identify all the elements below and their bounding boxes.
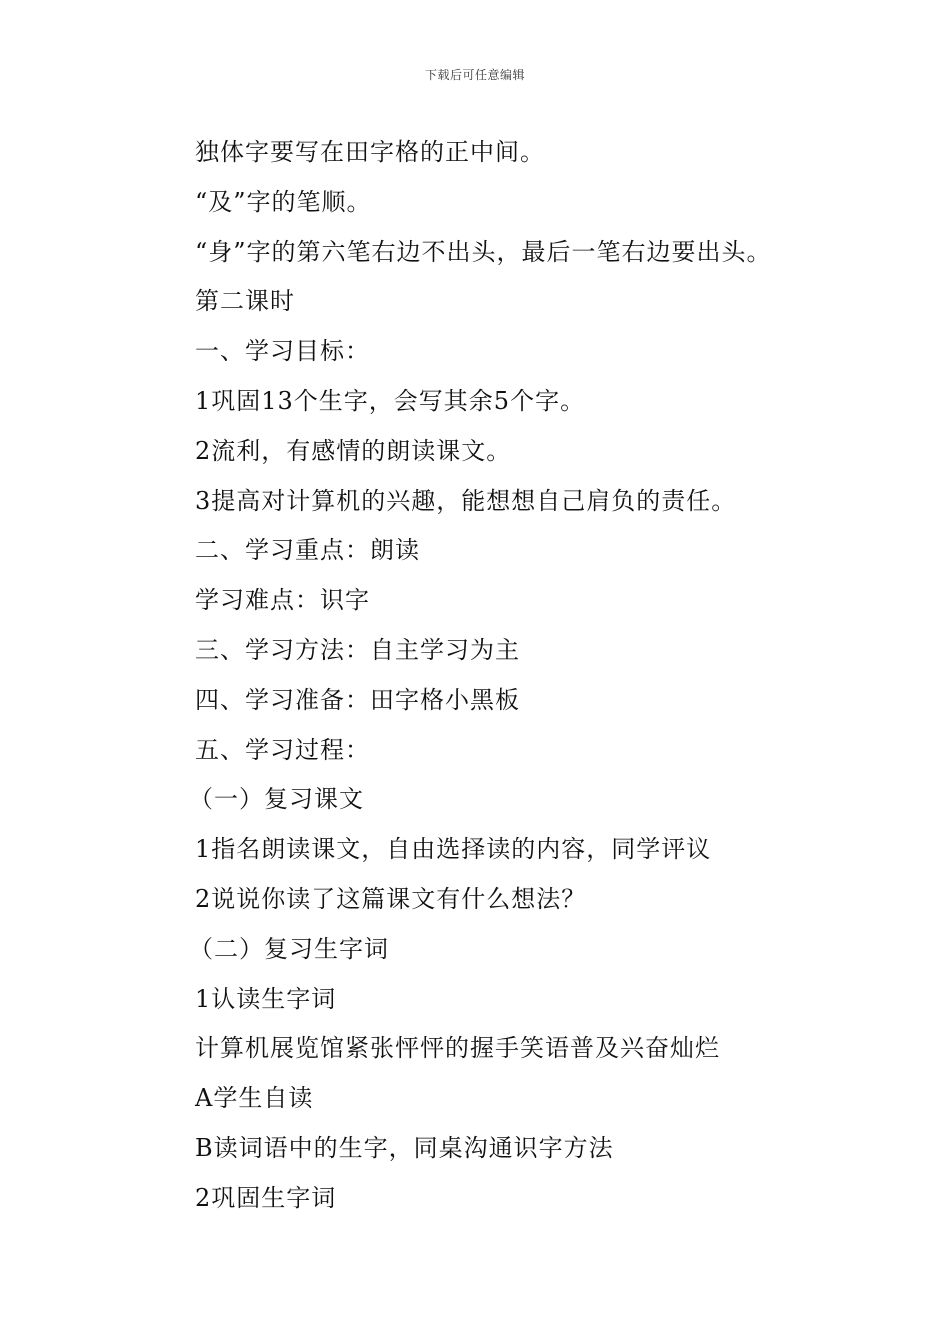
- document-body: [189, 128, 895, 1224]
- goal-item-2: 2流利，有感情的朗读课文。: [195, 436, 512, 465]
- review-item-1: 1指名朗读课文，自由选择读的内容，同学评议: [195, 835, 712, 864]
- goal-item-3: 3提高对计算机的兴趣，能想想自己肩负的责任。: [195, 486, 737, 515]
- heading-preparation: 四、学习准备：田字格小黑板: [195, 685, 520, 714]
- vocabulary-list: 计算机展览馆紧张怦怦的握手笑语普及兴奋灿烂: [195, 1034, 720, 1063]
- text-difficulty: 学习难点：识字: [195, 586, 370, 615]
- heading-key-points: 二、学习重点：朗读: [195, 536, 420, 565]
- subheading-review-words: （二）复习生字词: [189, 934, 389, 963]
- words-item-2: 2巩固生字词: [195, 1183, 337, 1212]
- words-item-1: 1认读生字词: [195, 984, 337, 1013]
- text-line-3: “身”字的第六笔右边不出头，最后一笔右边要出头。: [195, 237, 772, 266]
- review-item-2: 2说说你读了这篇课文有什么想法？: [195, 884, 587, 913]
- words-step-b: B读词语中的生字，同桌沟通识字方法: [195, 1133, 614, 1162]
- text-line-2: “及”字的笔顺。: [195, 187, 372, 216]
- words-step-a: A学生自读: [195, 1084, 314, 1113]
- heading-learning-process: 五、学习过程：: [195, 735, 370, 764]
- section-title-second-lesson: 第二课时: [195, 287, 295, 316]
- goal-item-1: 1巩固13个生字，会写其余5个字。: [195, 386, 586, 415]
- subheading-review-text: （一）复习课文: [189, 785, 364, 814]
- heading-learning-method: 三、学习方法：自主学习为主: [195, 635, 520, 664]
- heading-learning-goals: 一、学习目标：: [195, 337, 370, 366]
- text-line-1: 独体字要写在田字格的正中间。: [195, 138, 545, 166]
- page-header: 下载后可任意编辑: [424, 68, 525, 82]
